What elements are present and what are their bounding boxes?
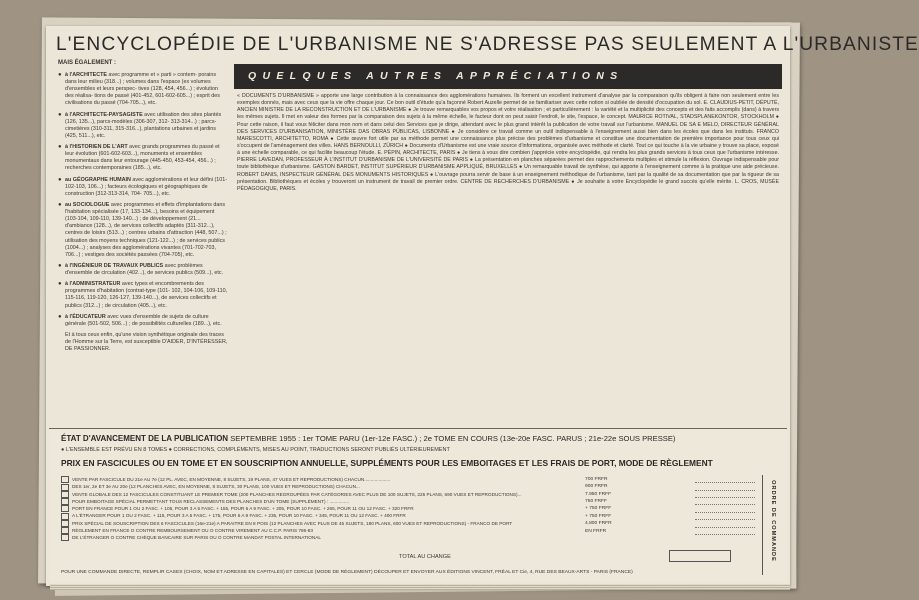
price-row xyxy=(585,483,755,490)
sidebar-entry xyxy=(58,332,228,353)
order-option-text: POUR EMBOITAGE SPÉCIAL PERMETTANT TOUS RECLASSEMENTS DES PLANCHES D'UN TOME (SUPPLÉMENT) : ............... xyxy=(72,498,349,504)
price-column xyxy=(585,476,755,535)
price-label: 700 FRFR xyxy=(585,477,608,482)
audience-sidebar xyxy=(58,60,228,357)
appreciations-text: « DOCUMENTS D'URBANISME » apporte une large contribution à la connaissance des agglomérations humaines. Ils forment un excellent instrument d'analyse par la comparaison qu'ils obligent à faire non seulement entre les exemples donnés, mais avec ceux que la vie offre chaque jour. Ce bon outil d'étude qu'a façonné Robert Auzelle permet de se familiariser avec cette notion si oubliée de densité d'occupation du sol. E. CLAUDIUS-PETIT, DÉPUTÉ, ANCIEN MINISTRE DE LA RECONSTRUCTION ET DE L'URBANISME ● Je trouve remarquables vos propos et votre réalisation ; et particulièrement : la variété et la multiplicité des concepts et des faits accomplis (dans) à travers les mêmes sujets. Il met en valeur des formes par la comparaison des sujets à la même échelle, le facteur dont on peut saisir l'endroit, le site, l'espace, le concept. MAURICE ROTIVAL, STADSPLANEKONTOR, STOCKHOLM ● Pour cette raison, il faut vous féliciter dans mon nom et dans celui des Services que je dirige, attendant avec le plus grand intérêt la publication de votre travail sur l'urbanisme. MANUEL DE SA E MELO, DIRECTEUR GÉNÉRAL DES SERVICES D'URBANISATION, MINISTÈRE DAS OBRAS PÚBLICAS, LISBONNE ● Je considère ce travail comme un outil indispensable à l'enseignement aussi bien dans les écoles que dans les instituts. FRANCO MARESCOTTI, ARCHITETTO, ROMA ● Cette œuvre fort utile par sa méthode permet une connaissance plus précise des problèmes d'urbanisme et constitue une documentation de première importance pour tous ceux qui s'occupent de l'aménagement des villes. HANS BERNOULLI, ZÜRICH ● Documents d'Urbanisme est une vraie source d'informations, organisée avec méthode et clarté. Tout ce qui touche à la vie urbaine y trouve sa place, exposé à une échelle comparable, ce qui facilite beaucoup l'étude. E. PÉPIN, ARCHITECTE, PARIS ● Je tiens à vous dire combien j'apprécie votre encyclopédie, qui rendra les plus grands services à tous ceux que l'urbanisme intéresse. PIERRE LAVEDAN, PROFESSEUR À L'INSTITUT D'URBANISME DE L'UNIVERSITÉ DE PARIS ● La présentation en planches séparées permet des rapprochements multiples et stimule la réflexion. Ouvrage indispensable pour toute bibliothèque d'urbanisme. GASTON BARDET, INSTITUT SUPÉRIEUR D'URBANISME APPLIQUÉ, BRUXELLES ● Un remarquable travail de synthèse, qui apporte à l'enseignement comme à la pratique une aide précieuse. ROBERT DANIS, INSPECTEUR GÉNÉRAL DES MONUMENTS HISTORIQUES ● L'ouvrage pourra servir de base à un enseignement méthodique de l'urbanisme, tant par la qualité de sa documentation que par la rigueur de sa présentation. Bibliothèques et écoles y trouveront un instrument de travail de premier ordre. CENTRE DE RECHERCHES D'URBANISME ● Je souhaite à votre Encyclopédie le grand succès qu'elle mérite. L. CROS, MUSÉE PÉDAGOGIQUE, PARIS. xyxy=(237,93,779,192)
sidebar-entry-text: avec programmes et effets d'implantations dans l'habitation spécialisée (17, 133-134...), besoins et équipement (103-104, 109-110, 139-140...) ; de développement (21... d'ambiance (128...), de services collectifs adaptés (311-312...), centres de loisirs (513...) ; centres urbains d'attraction (448, 507...) ; utilisation des moyens techniques (121-122...) ; de services publics (1004...) ; analyses des agglomérations vivantes (701-702-703, 706...) ; vestiges des sociétés passées (704-705), etc. xyxy=(65,201,227,258)
publication-status xyxy=(61,434,675,443)
price-label: 900 FRFR xyxy=(585,484,608,490)
sidebar-entry-text: avec programme et « parti » contem- porains dans leur milieu (318...) ; volumes dans l'espace (ex volumes d'ensembles et leurs perspec- tives (128, 454, 456...) ; évolution des réalisa- tions de passé (401-452, 601-602-605...) ; esprit des civilisations du passé (704-705...), etc. xyxy=(65,71,220,107)
price-row xyxy=(585,520,755,527)
price-label: 4.800 FRFR xyxy=(585,521,612,527)
publication-status-title: ÉTAT D'AVANCEMENT DE LA PUBLICATION xyxy=(61,434,229,443)
page-headline: L'ENCYCLOPÉDIE DE L'URBANISME NE S'ADRESSE PAS SEULEMENT A L'URBANISTE xyxy=(56,34,919,55)
order-option-text: RÈGLEMENT EN FRANCE O CONTRE REMBOURSEMENT OU O CONTRE VIREMENT AU C.C.P. PARIS 786-83 xyxy=(72,527,314,533)
order-option-text: DES 1er, 2e ET 3e AU 20e (12 PLANCHES AVEC, EN MOYENNE, 8 SUJETS, 30 PLANS, 100 VUES ET REPRODUCTIONS) CHACUN... xyxy=(72,484,360,490)
bullet-icon: ● xyxy=(58,71,62,78)
order-option-line xyxy=(61,476,581,483)
sidebar-entry-lead: à l'ARCHITECTE-PAYSAGISTE xyxy=(65,111,143,118)
price-entry-field[interactable] xyxy=(695,520,755,527)
sidebar-entry xyxy=(58,112,228,141)
sidebar-entry-text: avec problèmes d'ensemble de circulation (402...), de services publics (509...), etc. xyxy=(65,262,224,277)
bullet-icon: ● xyxy=(58,313,62,320)
order-form-label xyxy=(762,475,777,575)
sidebar-entry-lead: à l'ÉDUCATEUR xyxy=(65,313,106,320)
sidebar-entry-lead: à l'ARCHITECTE xyxy=(65,71,108,78)
sidebar-entry-text: avec utilisation des sites plantés (126, 135...), parcs-modèles (306-307, 312- 313-314...) ; parcs-cimetières (310-311, 315-316...), plantations urbaines et jardins (425, 511...), etc. xyxy=(65,111,222,139)
bullet-icon: ● xyxy=(58,176,62,183)
order-option-line xyxy=(61,483,581,490)
order-lines xyxy=(61,476,581,541)
total-field[interactable] xyxy=(669,550,731,562)
sidebar-entry xyxy=(58,72,228,108)
appreciations-section xyxy=(234,64,782,424)
order-option-line xyxy=(61,498,581,505)
bullet-icon: ● xyxy=(58,262,62,269)
price-entry-field[interactable] xyxy=(695,513,755,520)
price-entry-field[interactable] xyxy=(695,491,755,498)
order-checkbox[interactable] xyxy=(61,534,69,541)
order-option-line xyxy=(61,491,581,498)
order-checkbox[interactable] xyxy=(61,505,69,512)
price-entry-field[interactable] xyxy=(695,505,755,512)
price-label: 750 FRFF xyxy=(585,499,608,505)
price-row xyxy=(585,528,755,535)
order-option-text: DE L'ÉTRANGER O CONTRE CHÈQUE BANCAIRE SUR PARIS OU O CONTRE MANDAT POSTAL INTERNATIONAL xyxy=(72,535,322,541)
price-label: 7.950 FRFF xyxy=(585,491,612,497)
appreciations-title: QUELQUES AUTRES APPRÉCIATIONS xyxy=(234,64,782,89)
order-form-vertical-text: ORDRE DE COMMANDE xyxy=(770,480,776,562)
price-row xyxy=(585,513,755,520)
order-checkbox[interactable] xyxy=(61,484,69,491)
sidebar-entry-lead: à l'INGÉNIEUR DE TRAVAUX PUBLICS xyxy=(65,262,164,269)
publication-status-detail: SEPTEMBRE 1955 : 1er TOME PARU (1er-12e FASC.) ; 2e TOME EN COURS (13e-20e FASC. PARUS ; 21e-22e SOUS PRESSE) xyxy=(230,434,676,443)
sidebar-entry-text: Et à tous ceux enfin, qu'une vision synthétique originale des traces de l'Homme sur la Terre, est susceptible D'AIDER, D'INTÉRESSER, DE PASSIONNER. xyxy=(65,331,228,353)
order-option-text: PORT EN FRANCE POUR 1 OU 2 FASC. + 105, POUR 3 A 5 FASC. + 155, POUR 6 A 9 FASC. + 205, POUR 10 FASC. + 265, POUR 11 OU 12 FASC. + 320 FRFR xyxy=(72,506,414,512)
sidebar-entry-lead: au SOCIOLOGUE xyxy=(65,201,110,208)
sidebar-title: MAIS ÉGALEMENT : xyxy=(58,60,116,66)
sidebar-entries xyxy=(58,72,228,353)
sidebar-entry xyxy=(58,263,228,277)
total-label: TOTAL AU CHANGE xyxy=(399,554,451,560)
bullet-icon: ● xyxy=(58,111,62,118)
prices-title: PRIX EN FASCICULES OU EN TOME ET EN SOUSCRIPTION ANNUELLE, SUPPLÉMENTS POUR LES EMBOITAGES ET LES FRAIS DE PORT, MODE DE RÈGLEMENT xyxy=(61,458,713,468)
order-option-text: VENTE PAR FASCICULE DU 21e AU 7e (12 PL. AVEC, EN MOYENNE, 8 SUJETS, 19 PLANS, 47 VUES ET REPRODUCTIONS) CHACUN.................... xyxy=(72,477,391,482)
sidebar-entry-lead: au GÉOGRAPHE HUMAIN xyxy=(65,176,131,183)
price-row xyxy=(585,491,755,498)
price-row xyxy=(585,476,755,483)
price-entry-field[interactable] xyxy=(695,498,755,505)
brochure-page xyxy=(46,26,919,586)
price-label: + 750 FRFF xyxy=(585,513,612,519)
order-option-text: VENTE GLOBALE DES 12 FASCICULES CONSTITUANT LE PREMIER TOME (200 PLANCHES REGROUPÉES PAR CATÉGORIES AVEC PLUS DE 100 SUJETS, 225 PLANS, 690 VUES ET REPRODUCTIONS)... xyxy=(72,491,522,497)
sidebar-entry xyxy=(58,314,228,328)
publication-note: ● L'ENSEMBLE EST PRÉVU EN 8 TOMES ● CORRECTIONS, COMPLÉMENTS, MISES AU POINT, TRADUCTIONS SERONT PUBLIÉS ULTÉRIEUREMENT xyxy=(61,447,450,453)
price-entry-field[interactable] xyxy=(695,483,755,490)
sidebar-entry-text: avec vues d'ensemble de sujets de culture générale (501-502, 506...) ; de possibilités culturelles (189...), etc. xyxy=(65,313,222,327)
mailing-instructions: POUR UNE COMMANDE DIRECTE, REMPLIR CASES (CHOIX, NOM ET ADRESSE EN CAPITALES) ET CERCLE (MODE DE RÈGLEMENT) DÉCOUPER ET ENVOYER AUX ÉDITIONS VINCENT, FRÉAL ET Cie, 4, RUE DES BEAUX-ARTS - PARIS (FRANCE) xyxy=(61,570,633,575)
sidebar-entry-text: avec agglomérations et leur défini (101-102-103, 106...) ; facteurs écologiques et géographiques de construction (312-313-314, 704- 705...), etc. xyxy=(65,176,228,197)
order-option-line xyxy=(61,527,581,534)
sidebar-entry-text: avec grands programmes du passé et leur évolution (601-602-603...), monuments et ensembles monumentaux dans leur entourage (445-450, 453-454, 456...) ; recherches contemporaines (185...), etc. xyxy=(65,144,220,172)
sidebar-entry xyxy=(58,202,228,259)
bullet-icon: ● xyxy=(58,201,62,208)
order-checkbox[interactable] xyxy=(61,491,69,498)
order-option-line xyxy=(61,512,581,519)
price-row xyxy=(585,498,755,505)
page-stack-edges xyxy=(50,584,790,590)
sidebar-entry-text: avec types et encombrements des programmes d'habitation (contrat-type (101- 102, 104-106, 109-110, 115-116, 119-120, 126-127, 139-140...), de services collectifs et publics (312...) ; de circulation (405...), etc. xyxy=(65,281,228,309)
order-checkbox[interactable] xyxy=(61,476,69,483)
order-checkbox[interactable] xyxy=(61,498,69,505)
bullet-icon: ● xyxy=(58,281,62,288)
order-option-line xyxy=(61,520,581,527)
sidebar-entry xyxy=(58,177,228,198)
price-label: EN FRFR xyxy=(585,528,607,534)
sidebar-entry-lead: à l'HISTORIEN DE L'ART xyxy=(65,144,128,151)
order-option-line xyxy=(61,505,581,512)
price-row xyxy=(585,505,755,512)
sidebar-entry-lead: à l'ADMINISTRATEUR xyxy=(65,281,121,288)
order-form xyxy=(49,428,787,583)
price-entry-field[interactable] xyxy=(695,528,755,535)
sidebar-entry xyxy=(58,144,228,173)
price-entry-field[interactable] xyxy=(695,476,755,483)
order-option-text: PRIX SPÉCIAL DE SOUSCRIPTION DES 6 FASCICULES (16e-21e) A PARAITRE EN 8 POIS (12 PLANCHES AVEC PLUS DE 45 SUJETS, 180 PLANS, 600 VUES ET REPRODUCTIONS) - FRANCO DE PORT xyxy=(72,520,513,526)
price-label: + 750 FRFF xyxy=(585,506,612,512)
sidebar-entry xyxy=(58,281,228,310)
order-option-line xyxy=(61,534,581,541)
order-option-text: A L'ÉTRANGER POUR 1 OU 2 FASC. + 115, POUR 3 A 5 FASC. + 175, POUR 6 A 9 FASC. + 235, POUR 10 FASC. + 345, POUR 11 OU 12 FASC. + 400 FRFR xyxy=(72,513,406,519)
order-checkbox[interactable] xyxy=(61,520,69,527)
order-checkbox[interactable] xyxy=(61,513,69,520)
bullet-icon: ● xyxy=(58,144,62,151)
order-checkbox[interactable] xyxy=(61,527,69,534)
